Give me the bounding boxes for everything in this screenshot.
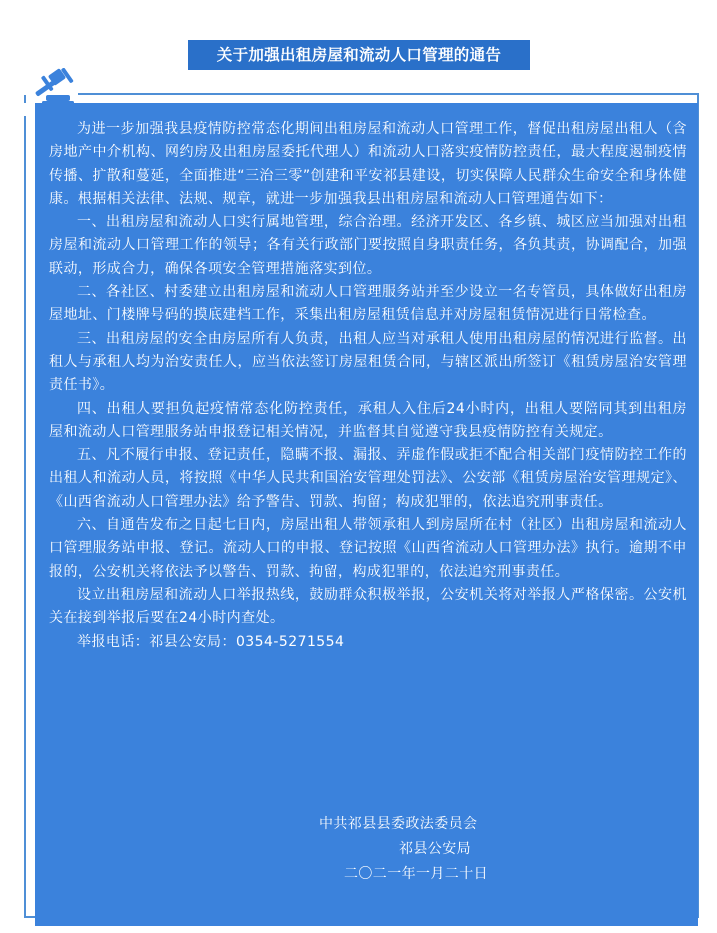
hotline-paragraph: 设立出租房屋和流动人口举报热线，鼓励群众积极举报，公安机关将对举报人严格保密。公安机关在接到举报后要在24小时内查处。 [49,586,687,627]
clause-4: 四、出租人要担负起疫情常态化防控责任，承租人入住后24小时内，出租人要陪同其到出租房屋和流动人口管理服务站申报登记相关情况，并监督其自觉遵守我县疫情防控有关规定。 [49,400,687,440]
frame-top-border [78,93,699,95]
signatory-police: 祁县公安局 [399,841,471,857]
gavel-icon [28,68,80,108]
signatory-committee: 中共祁县县委政法委员会 [319,816,478,832]
intro-paragraph: 为进一步加强我县疫情防控常态化期间出租房屋和流动人口管理工作，督促出租房屋出租人（含房地产中介机构、网约房及出租房屋委托代理人）和流动人口落实疫情防控责任，最大程度遏制疫情传播、扩散和蔓延，全面推进“三治三零”创建和平安祁县建设，切实保障人民群众生命安全和身体健康。根据相关法律、法规、规章，就进一步加强我县出租房屋和流动人口管理通告如下： [49,121,687,207]
clause-2: 二、各社区、村委建立出租房屋和流动人口管理服务站并至少设立一名专管员，具体做好出租房屋地址、门楼牌号码的摸底建档工作，采集出租房屋租赁信息并对房屋租赁情况进行日常检查。 [49,284,687,324]
frame-left-border [24,116,26,916]
clause-3: 三、出租房屋的安全由房屋所有人负责，出租人应当对承租人使用出租房屋的情况进行监督。出租人与承租人均为治安责任人，应当依法签订房屋租赁合同，与辖区派出所签订《租赁房屋治安管理责任书》。 [49,330,687,394]
notice-body [49,118,687,654]
signature-block [49,812,687,887]
clause-1: 一、出租房屋和流动人口实行属地管理，综合治理。经济开发区、各乡镇、城区应当加强对出租房屋和流动人口管理工作的领导；各有关行政部门要按照自身职责任务，各负其责，协调配合，加强联动，形成合力，确保各项安全管理措施落实到位。 [49,214,687,277]
hotline-number: 举报电话：祁县公安局：0354-5271554 [77,633,345,650]
clause-6: 六、自通告发布之日起七日内，房屋出租人带领承租人到房屋所在村（社区）出租房屋和流动人口管理服务站申报、登记。流动人口的申报、登记按照《山西省流动人口管理办法》执行。逾期不申报的，公安机关将依法予以警告、罚款、拘留，构成犯罪的，依法追究刑事责任。 [49,517,687,580]
clause-5: 五、凡不履行申报、登记责任，隐瞒不报、漏报、弄虚作假或拒不配合相关部门疫情防控工作的出租人和流动人员，将按照《中华人民共和国治安管理处罚法》、公安部《租赁房屋治安管理规定》、《山西省流动人口管理办法》给予警告、罚款、拘留；构成犯罪的，依法追究刑事责任。 [49,447,687,510]
frame-left-tick [24,95,26,103]
notice-title: 关于加强出租房屋和流动人口管理的通告 [188,40,530,70]
notice-date: 二〇二一年一月二十日 [344,866,488,882]
